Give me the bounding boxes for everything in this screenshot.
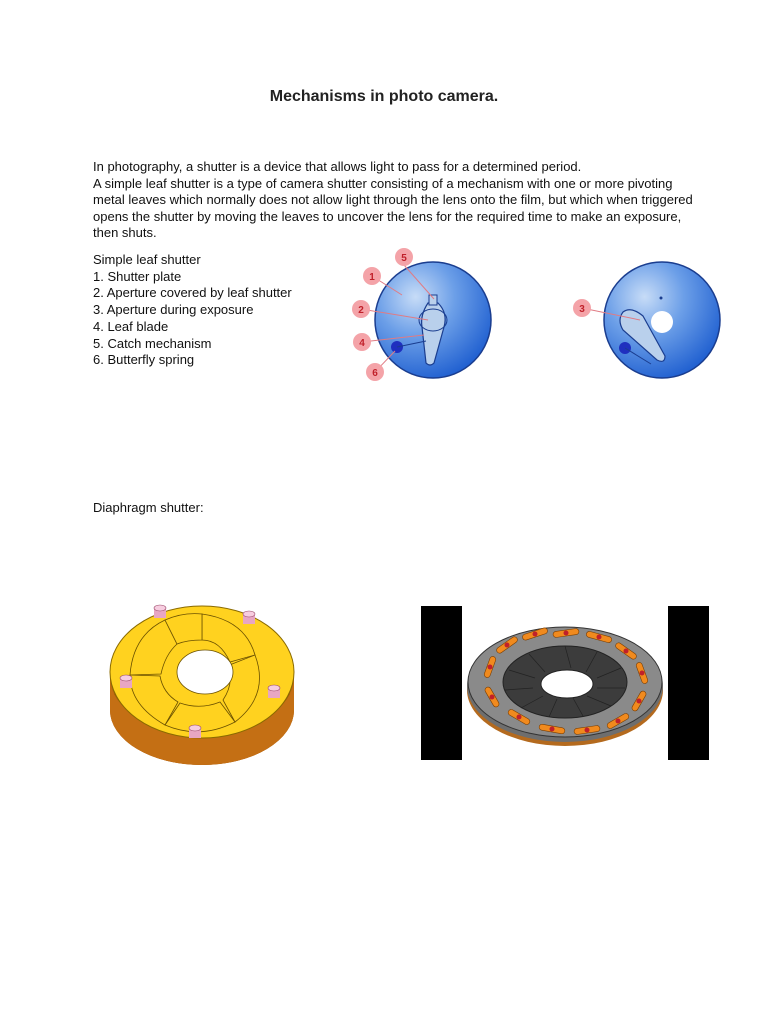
intro-text bbox=[93, 159, 693, 242]
callout-6 bbox=[366, 363, 384, 381]
part-item: 5. Catch mechanism bbox=[93, 335, 212, 351]
part-item: 3. Aperture during exposure bbox=[93, 302, 254, 318]
diaphragm-disc-illustration bbox=[421, 606, 709, 760]
callout-3 bbox=[573, 299, 591, 317]
iris-pin bbox=[154, 605, 166, 618]
callout-2 bbox=[352, 300, 370, 318]
disc-aperture bbox=[541, 670, 593, 698]
diaphragm-iris-illustration bbox=[105, 600, 300, 770]
part-item: 1. Shutter plate bbox=[93, 268, 182, 284]
iris-pin bbox=[268, 685, 280, 698]
iris-pin bbox=[189, 725, 201, 738]
leaf-shutter-heading: Simple leaf shutter bbox=[93, 252, 201, 267]
svg-text:1: 1 bbox=[369, 272, 375, 283]
callout-1 bbox=[363, 267, 381, 285]
intro-line-1: In photography, a shutter is a device that allows light to pass for a determined period. bbox=[93, 159, 582, 174]
black-bar-right bbox=[668, 606, 709, 760]
leaf-shutter-closed-diagram bbox=[340, 245, 500, 385]
black-bar-left bbox=[421, 606, 462, 760]
document-title: Mechanisms in photo camera. bbox=[269, 88, 499, 105]
iris-pin bbox=[243, 611, 255, 624]
leaf-shutter-parts-list bbox=[93, 252, 333, 369]
part-item: 6. Butterfly spring bbox=[93, 352, 195, 368]
svg-text:5: 5 bbox=[401, 253, 407, 264]
svg-text:3: 3 bbox=[579, 304, 585, 315]
iris-pin bbox=[120, 675, 132, 688]
aperture-open bbox=[651, 311, 673, 333]
iris-aperture bbox=[177, 650, 233, 694]
diaphragm-heading: Diaphragm shutter: bbox=[93, 500, 204, 515]
leaf-shutter-open-diagram bbox=[565, 260, 725, 380]
intro-line-2: A simple leaf shutter is a type of camera shutter consisting of a mechanism with one or more pivoting metal leaves which normally does not allow light through the lens onto the film, but which when triggered opens the shutter by moving the leaves to uncover the lens for the required time to make an exposure, then shuts. bbox=[93, 175, 693, 240]
svg-text:4: 4 bbox=[359, 338, 365, 349]
part-item: 2. Aperture covered by leaf shutter bbox=[93, 285, 292, 301]
svg-text:2: 2 bbox=[358, 305, 364, 316]
svg-text:6: 6 bbox=[372, 368, 378, 379]
catch-mechanism bbox=[429, 295, 437, 305]
callout-5 bbox=[395, 248, 413, 266]
part-item: 4. Leaf blade bbox=[93, 318, 169, 334]
callout-4 bbox=[353, 333, 371, 351]
